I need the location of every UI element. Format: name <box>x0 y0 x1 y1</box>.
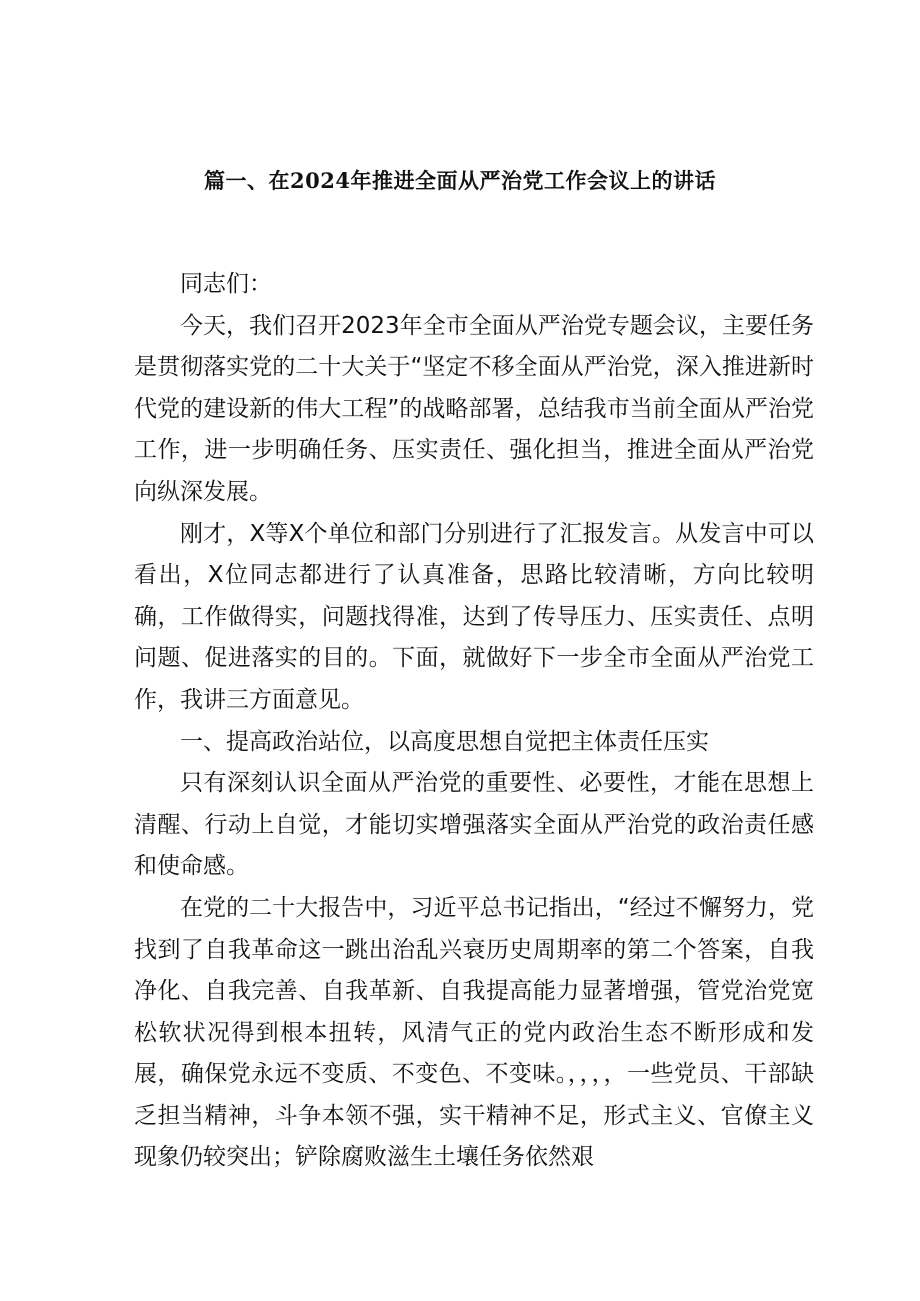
paragraph-reports: 刚才，X等X个单位和部门分别进行了汇报发言。从发言中可以看出，X位同志都进行了认真准备，思路比较清晰，方向比较明确，工作做得实，问题找得准，达到了传导压力、压实责任、点明问题、促进落实的目的。下面，就做好下一步全市全面从严治党工作，我讲三方面意见。 <box>134 520 814 713</box>
section-heading-one: 一、提高政治站位，以高度思想自觉把主体责任压实 <box>180 728 709 755</box>
greeting: 同志们： <box>180 271 272 297</box>
paragraph-importance: 只有深刻认识全面从严治党的重要性、必要性，才能在思想上清醒、行动上自觉，才能切实增强落实全面从严治党的政治责任感和使命感。 <box>134 770 814 880</box>
document-title: 篇一、在2024年推进全面从严治党工作会议上的讲话 <box>204 168 716 193</box>
paragraph-opening: 今天，我们召开2023年全市全面从严治党专题会议，主要任务是贯彻落实党的二十大关于“坚定不移全面从严治党，深入推进新时代党的建设新的伟大工程”的战略部署，总结我市当前全面从严治党工作，进一步明确任务、压实责任、强化担当，推进全面从严治党向纵深发展。 <box>134 312 814 505</box>
paragraph-report-quote: 在党的二十大报告中，习近平总书记指出，“经过不懈努力，党找到了自我革命这一跳出治乱兴衰历史周期率的第二个答案，自我净化、自我完善、自我革新、自我提高能力显著增强，管党治党宽松软状况得到根本扭转，风清气正的党内政治生态不断形成和发展，确保党永远不变质、不变色、不变味。，，，，一些党员、干部缺乏担当精神，斗争本领不强，实干精神不足，形式主义、官僚主义现象仍较突出；铲除腐败滋生土壤任务依然艰 <box>134 894 814 1171</box>
document-body <box>134 264 814 1179</box>
